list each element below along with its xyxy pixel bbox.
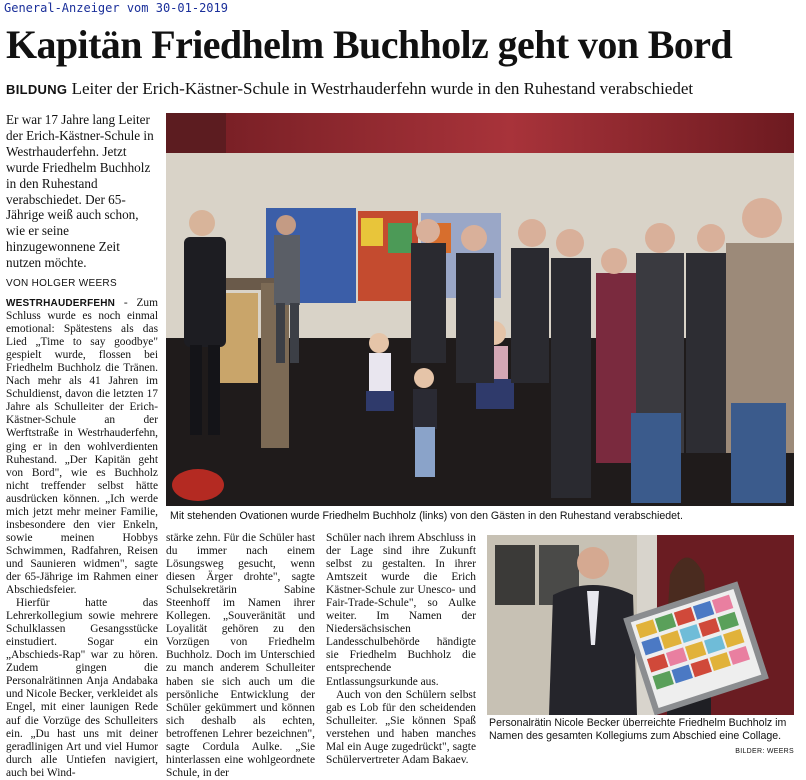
article-paragraph: Auch von den Schülern selbst gab es Lob für den scheidenden Schulleiter. „Sie können Spaß verstehen und haben manches Mal ein Auge zugedrückt", sagte Schülervertreter Adam Bakaev. [326,688,476,766]
article-paragraph: Schüler nach ihrem Abschluss in der Lage sind ihre Zukunft selbst zu gestalten. In ihrer Amtszeit wurde die Erich Kästner-Schule zur Unesco- und Fair-Trade-Schule", so Aulke weiter. Im Namen der Niedersächsischen Landesschulbehörde händigte sie Friedhelm Buchholz die entsprechende Entlassungsurkunde aus. [326,532,476,688]
article-column-2 [166,532,315,780]
collage-photo-caption: Personalrätin Nicole Becker überreichte Friedhelm Buchholz im Namen des gesamten Kollegiums zum Abschied eine Collage. [489,717,787,742]
paragraph-text: - Zum Schluss wurde es noch einmal emotional: Spätestens als das Lied „Time to say goodbye" gespielt wurde, flossen bei Friedhelm Buchholz die Tränen. Nach mehr als 41 Jahren im Schuldienst, davon die letzten 17 Jahre als Schulleiter der Erich-Kästner-Schule an der Werftstraße in Westrhauderfehn, ging er in den wohlverdienten Ruhestand. „Der Kapitän geht von Bord", wie es Buchholz nicht treffender selbst hätte ausdrücken können. „Ich werde mich jetzt mehr meiner Familie, insbesondere den vier Enkeln, sowie meinen Hobbys Schwimmen, Radfahren, Reisen und Saunieren widmen", sagte der 65-Jährige im Rahmen einer Abschiedsfeier. [6,297,158,597]
main-photo-caption: Mit stehenden Ovationen wurde Friedhelm Buchholz (links) von den Gästen in den Ruhestand verabschiedet. [170,510,683,522]
collage-photo [487,535,794,715]
dateline: WESTRHAUDERFEHN [6,298,116,309]
byline: VON HOLGER WEERS [6,278,117,289]
source-line: General-Anzeiger vom 30-01-2019 [4,1,228,15]
headline: Kapitän Friedhelm Buchholz geht von Bord [6,22,733,67]
main-photo [166,113,794,506]
article-paragraph: Hierfür hatte das Lehrerkollegium sowie mehrere Schulklassen Gesangsstücke einstudiert. Sogar ein „Abschieds-Rap" war zu hören. Zudem gingen die Personalrätinnen Anja Andabaka und Nicole Becker, verkleidet als Engel, mit einer launigen Rede auf die Vorzüge des Schulleiters ein. „Du hast uns mit deiner geradlinigen Art und viel Humor durch alle Untiefen navigiert, auch bei Wind- [6,597,158,779]
photo-credit: BILDER: WEERS [735,748,794,755]
article-column-3 [326,532,476,767]
subheadline: Leiter der Erich-Kästner-Schule in Westrhauderfehn wurde in den Ruhestand verabschiedet [71,79,694,98]
main-photo-illustration [166,113,794,506]
article-paragraph [6,297,158,597]
teaser: Er war 17 Jahre lang Leiter der Erich-Kästner-Schule in Westrhauderfehn. Jetzt wurde Friedhelm Buchholz in den Ruhestand verabschiedet. Der 65-Jährige weiß auch schon, wie er seine hinzugewonnene Zeit nutzen möchte. [6,112,154,271]
article-column-1 [6,297,158,780]
subheadline-line [6,79,693,99]
collage-photo-illustration [487,535,794,715]
section-kicker: BILDUNG [6,82,68,97]
article-paragraph: stärke zehn. Für die Schüler hast du immer nach einem Lösungsweg gesucht, wenn diesen Ärger drohte", sagte Schulsekretärin Sabine Steenhoff im Namen ihrer Kollegen. „Souveränität und Loyalität gehören zu den Vorzügen von Friedhelm Buchholz. Doch im Unterschied zu manch anderem Schulleiter haben sie sich auch um die persönliche Entwicklung der Schüler gekümmert und können sich deshalb als echten, betroffenen Lehrer bezeichnen", sagte Cordula Aulke. „Sie hinterlassen eine wohlgeordnete Schule, in der [166,532,315,779]
